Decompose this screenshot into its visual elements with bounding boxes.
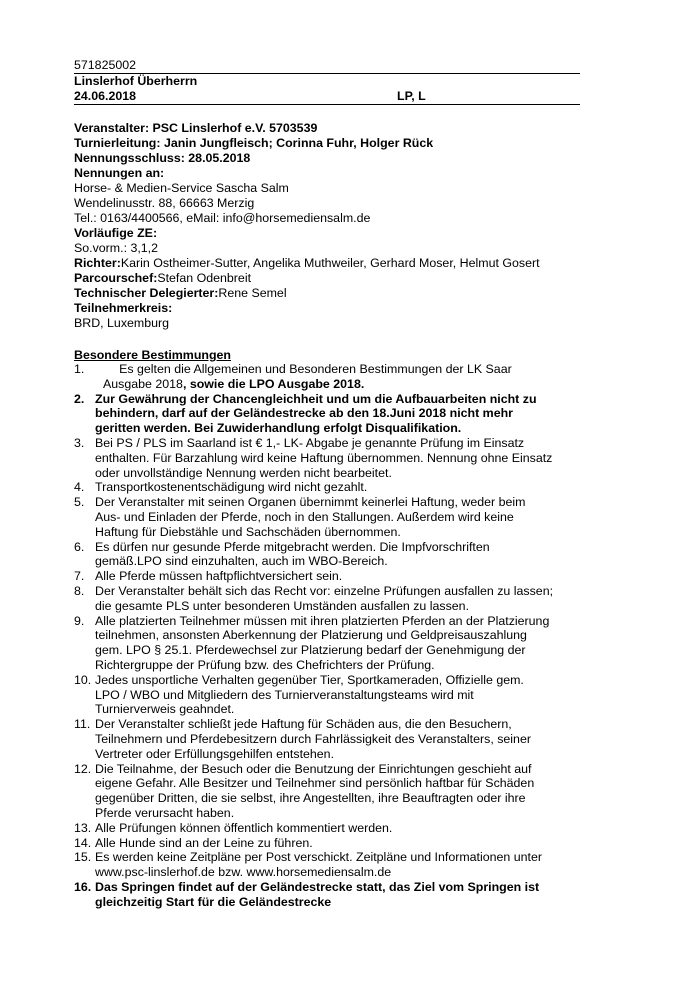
rule-item — [74, 673, 580, 717]
rule-text-line: Alle Prüfungen können öffentlich kommentiert werden. — [95, 820, 393, 835]
course-designer-label: Parcourschef: — [74, 271, 158, 285]
rule-item — [74, 495, 580, 539]
rule-item — [74, 717, 580, 761]
course-designer-value: Stefan Odenbreit — [157, 271, 252, 285]
section-title: Besondere Bestimmungen — [74, 348, 231, 362]
rule-number: 2. — [74, 391, 85, 406]
rule-text-line: eigene Gefahr. Alle Besitzer und Teilnehmer sind persönlich haftbar für Schäden — [95, 776, 535, 791]
rule-number: 1. — [74, 362, 85, 376]
rule-item — [74, 584, 580, 614]
rule-text-bold: , sowie die LPO Ausgabe 2018. — [182, 376, 365, 391]
judges-label: Richter: — [74, 256, 121, 270]
rule-item — [74, 614, 580, 673]
entries-label: Nennungen an: — [74, 166, 165, 180]
rule-text-normal: Ausgabe 2018 — [103, 376, 183, 391]
rule-item — [74, 436, 580, 480]
rule-text-line: Aus- und Einladen der Pferde, noch in den Stallungen. Außerdem wird keine — [95, 509, 514, 524]
technical-delegate-value: Rene Semel — [218, 286, 287, 300]
rule-number: 6. — [74, 539, 85, 554]
rule-text-line: teilnehmen, ansonsten Aberkennung der Platzierung und Geldpreisauszahlung — [95, 628, 527, 643]
rule-text-line: Haftung für Diebstähle und Sachschäden übernommen. — [95, 524, 401, 539]
rule-text-line: geritten werden. Bei Zuwiderhandlung erfolgt Disqualifikation. — [95, 421, 462, 436]
rule-number: 11. — [74, 717, 91, 732]
technical-delegate-row — [74, 286, 580, 301]
rule-text-line: Der Veranstalter schließt jede Haftung für Schäden aus, die den Besuchern, — [95, 717, 512, 732]
rule-text-line: LPO / WBO und Mitgliedern des Turnierveranstaltungsteams wird mit — [95, 687, 474, 702]
rule-text-line: Die Teilnahme, der Besuch oder die Benutzung der Einrichtungen geschieht auf — [95, 761, 532, 776]
rule-number: 10. — [74, 672, 92, 687]
rule-text-line: Turnierverweis geahndet. — [95, 702, 235, 717]
schedule-label: Vorläufige ZE: — [74, 226, 158, 240]
entries-address-line: Horse- & Medien-Service Sascha Salm — [74, 181, 289, 195]
rule-item — [74, 880, 580, 910]
judges-value: Karin Ostheimer-Sutter, Angelika Muthweiler, Gerhard Moser, Helmut Gosert — [120, 256, 540, 270]
rule-text-line: Teilnehmern und Pferdebesitzern durch Fahrlässigkeit des Veranstalters, seiner — [95, 731, 531, 746]
rule-item — [74, 821, 580, 836]
rule-text-line: Transportkostenentschädigung wird nicht gezahlt. — [95, 480, 368, 495]
rule-text-line: oder unvollständige Nennung werden nicht bearbeitet. — [95, 465, 392, 480]
rule-number: 3. — [74, 435, 85, 450]
rule-item — [74, 836, 580, 851]
rule-number: 5. — [74, 495, 85, 510]
rule-text-line: gleichzeitig Start für die Geländestrecke — [95, 894, 332, 909]
judges-row — [74, 256, 580, 271]
participants-value: BRD, Luxemburg — [74, 316, 170, 330]
participants-label: Teilnehmerkreis: — [74, 301, 173, 315]
entry-deadline: Nennungsschluss: 28.05.2018 — [74, 151, 251, 165]
rule-text-line: Zur Gewährung der Chancengleichheit und um die Aufbauarbeiten nicht zu — [95, 391, 537, 406]
rule-number: 4. — [74, 480, 85, 495]
rule-text-line: gegenüber Dritten, die sie selbst, ihre Angestellten, ihre Beauftragten oder ihre — [95, 791, 526, 806]
tournament-management: Turnierleitung: Janin Jungfleisch; Corinna Fuhr, Holger Rück — [74, 136, 434, 150]
rule-text-line: Es werden keine Zeitpläne per Post verschickt. Zeitpläne und Informationen unter — [95, 850, 542, 865]
rule-text-line: gem. LPO § 25.1. Pferdewechsel zur Platzierung bedarf der Genehmigung der — [95, 643, 526, 658]
rule-item — [74, 850, 580, 880]
event-info — [74, 121, 580, 331]
rule-text-line — [95, 377, 580, 392]
organizer: Veranstalter: PSC Linslerhof e.V. 5703539 — [74, 121, 318, 135]
entries-address-line: Tel.: 0163/4400566, eMail: info@horsemediensalm.de — [74, 211, 371, 225]
rule-number: 7. — [74, 569, 85, 584]
rule-text-line: Der Veranstalter mit seinen Organen übernimmt keinerlei Haftung, weder beim — [95, 495, 526, 510]
rule-text-line: Pferde verursacht haben. — [95, 805, 235, 820]
rule-text-line: gemäß.LPO sind einzuhalten, auch im WBO-Bereich. — [95, 554, 388, 569]
rule-text-line: Alle Pferde müssen haftpflichtversichert sein. — [95, 569, 343, 584]
rule-text-line: die gesamte PLS unter besonderen Umständen ausfallen zu lassen. — [95, 598, 470, 613]
event-date: 24.06.2018 — [74, 89, 137, 103]
rule-number: 12. — [74, 761, 92, 776]
rule-text-line: Jedes unsportliche Verhalten gegenüber Tier, Sportkameraden, Offizielle gem. — [95, 672, 524, 687]
rule-text-line: Es gelten die Allgemeinen und Besonderen Bestimmungen der LK Saar — [95, 362, 512, 376]
rule-item — [74, 362, 580, 392]
rule-number: 15. — [74, 850, 92, 865]
rules-list — [74, 362, 580, 909]
rule-item — [74, 480, 580, 495]
rule-number: 13. — [74, 820, 92, 835]
rule-text-line: Es dürfen nur gesunde Pferde mitgebracht werden. Die Impfvorschriften — [95, 539, 490, 554]
rule-item — [74, 569, 580, 584]
rule-text-line: enthalten. Für Barzahlung wird keine Haftung übernommen. Nennung ohne Einsatz — [95, 450, 553, 465]
rule-text-line: Alle platzierten Teilnehmer müssen mit ihren platzierten Pferden an der Platzierung — [95, 613, 550, 628]
rule-number: 16. — [74, 879, 92, 894]
rule-number: 14. — [74, 835, 92, 850]
rule-text-line: Der Veranstalter behält sich das Recht vor: einzelne Prüfungen ausfallen zu lassen; — [95, 583, 554, 598]
technical-delegate-label: Technischer Delegierter: — [74, 286, 219, 300]
event-id: 571825002 — [74, 58, 137, 72]
date-row — [74, 89, 580, 104]
rule-item — [74, 392, 580, 436]
rule-number: 8. — [74, 583, 85, 598]
rule-text-line: Das Springen findet auf der Geländestrecke statt, das Ziel vom Springen ist — [95, 879, 540, 894]
rule-text-line: www.psc-linslerhof.de bzw. www.horsemediensalm.de — [95, 865, 392, 880]
rule-item — [74, 540, 580, 570]
rule-text-line: Vertreter oder Erfüllungsgehilfen entstehen. — [95, 746, 335, 761]
course-designer-row — [74, 271, 580, 286]
venue-title: Linslerhof Überherrn — [74, 74, 198, 88]
document-page — [74, 58, 580, 909]
rule-text-line: Bei PS / PLS im Saarland ist € 1,- LK- Abgabe je genannte Prüfung im Einsatz — [95, 435, 525, 450]
rule-text-line: Richtergruppe der Prüfung bzw. des Chefrichters der Prüfung. — [95, 657, 435, 672]
disciplines: LP, L — [397, 89, 426, 103]
rule-text-line: Alle Hunde sind an der Leine zu führen. — [95, 835, 313, 850]
divider — [74, 104, 580, 105]
entries-address-line: Wendelinusstr. 88, 66663 Merzig — [74, 196, 255, 210]
rule-item — [74, 762, 580, 821]
rule-number: 9. — [74, 613, 85, 628]
rule-text-line: behindern, darf auf der Geländestrecke ab den 18.Juni 2018 nicht mehr — [95, 406, 513, 421]
schedule-value: So.vorm.: 3,1,2 — [74, 241, 159, 255]
